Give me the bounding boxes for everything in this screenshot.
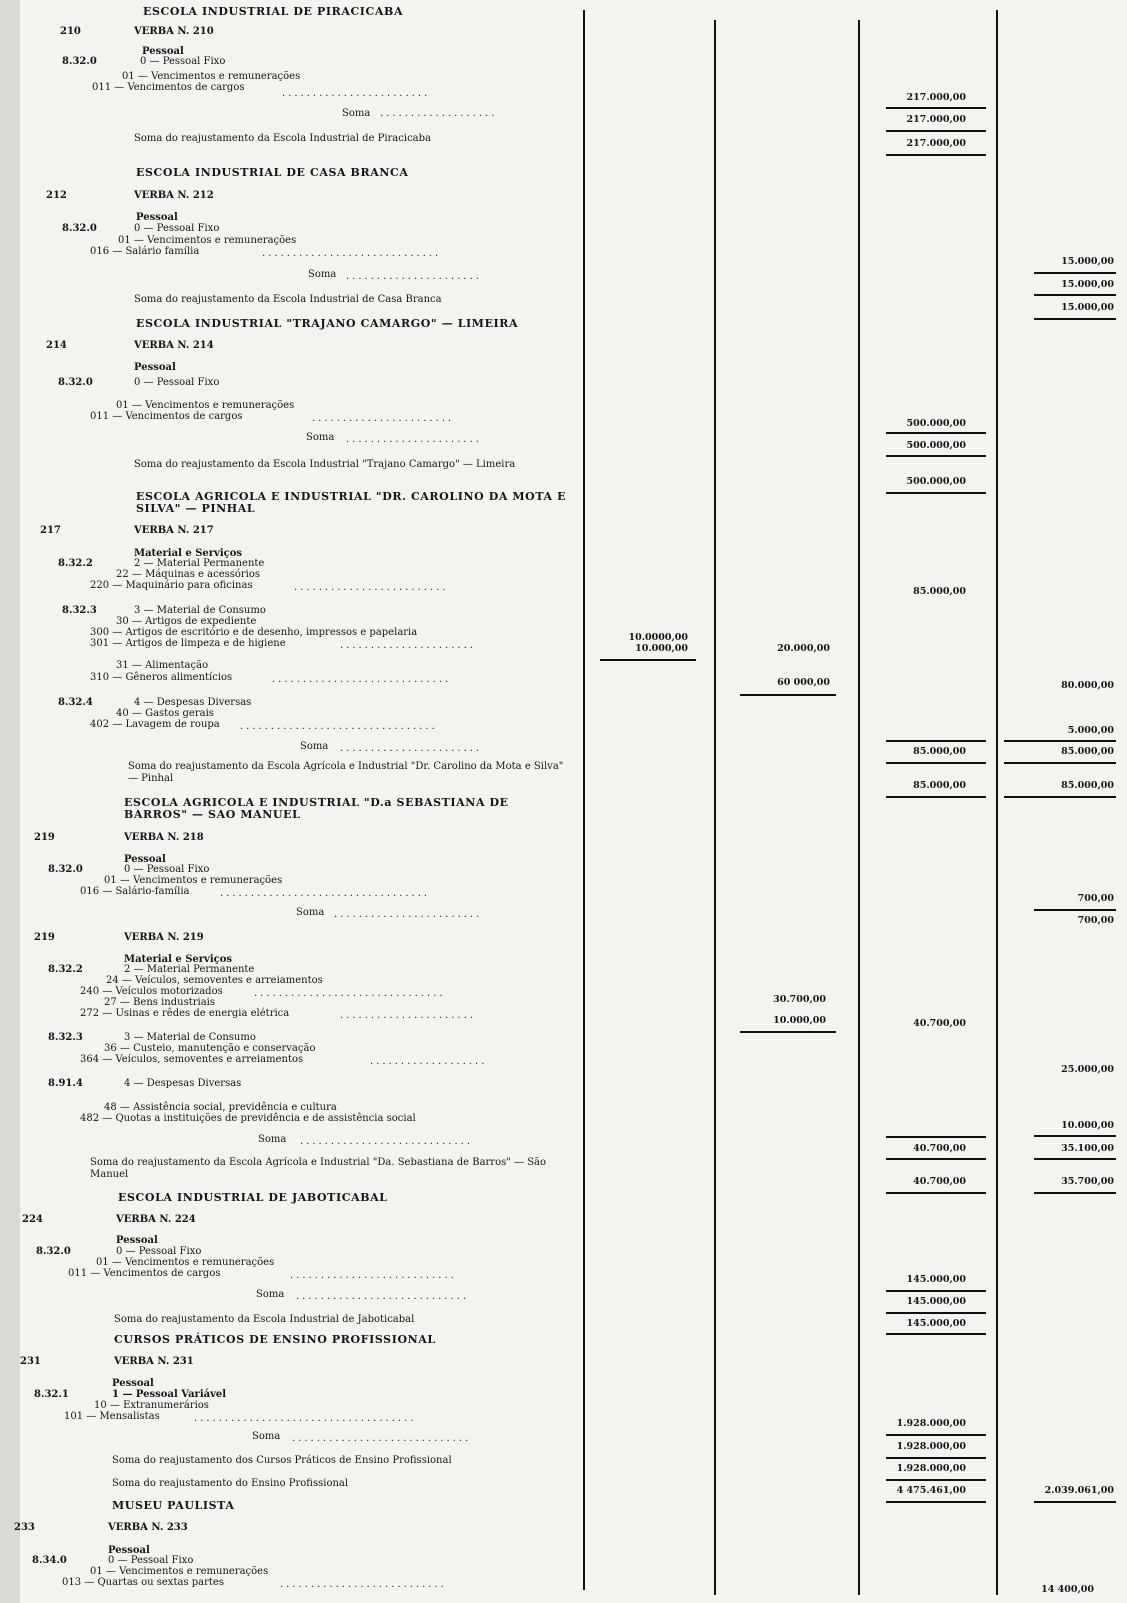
underline xyxy=(886,1136,986,1138)
line-label: 0 — Pessoal Fixo xyxy=(140,56,226,67)
section-title: ESCOLA AGRICOLA E INDUSTRIAL "D.a SEBASTIANA DE BARROS" — SAO MANUEL xyxy=(124,796,509,821)
line-label: 01 — Vencimentos e remunerações xyxy=(116,400,295,411)
line-label: 240 — Veículos motorizados xyxy=(80,986,223,997)
verba-number: 224 xyxy=(22,1214,43,1225)
amount: 85.000,00 xyxy=(913,746,966,757)
amount: 217.000,00 xyxy=(906,138,966,149)
verba-number: 233 xyxy=(14,1522,35,1533)
line-label: Pessoal xyxy=(136,212,178,223)
amount: 85.000,00 xyxy=(913,586,966,597)
line-label: Pessoal xyxy=(124,854,166,865)
classification-code: 8.32.0 xyxy=(62,223,97,234)
line-label: 011 — Vencimentos de cargos xyxy=(90,411,243,422)
amount: 85.000,00 xyxy=(1061,746,1114,757)
soma-label: Soma xyxy=(300,741,329,752)
soma-label: Soma xyxy=(342,108,371,119)
line-label: 27 — Bens industriais xyxy=(104,997,216,1008)
leader-dots: ...................... xyxy=(340,1010,476,1021)
line-label: 0 — Pessoal Fixo xyxy=(134,223,220,234)
leader-dots: .................................... xyxy=(194,1413,417,1424)
amount: 2.039.061,00 xyxy=(1044,1485,1114,1496)
underline xyxy=(1034,1192,1116,1194)
amount: 10.000,00 xyxy=(773,1015,826,1026)
line-label: 4 — Despesas Diversas xyxy=(134,697,252,708)
line-label: 220 — Maquinário para oficinas xyxy=(90,580,253,591)
underline xyxy=(886,130,986,132)
amount: 145.000,00 xyxy=(906,1274,966,1285)
line-label: 016 — Salário-família xyxy=(80,886,190,897)
classification-code: 8.32.0 xyxy=(58,377,93,388)
underline xyxy=(886,1457,986,1459)
line-label: 2 — Material Permanente xyxy=(124,964,255,975)
amount: 700,00 xyxy=(1077,893,1114,904)
reajustamento-label: Soma do reajustamento da Escola Industrial de Jaboticabal xyxy=(114,1314,415,1325)
amount: 25.000,00 xyxy=(1061,1064,1114,1075)
leader-dots: ............................. xyxy=(262,248,442,259)
section-title: ESCOLA INDUSTRIAL "TRAJANO CAMARGO" — LIMEIRA xyxy=(136,317,519,330)
line-label: 0 — Pessoal Fixo xyxy=(108,1555,194,1566)
verba-number: 212 xyxy=(46,190,67,201)
leader-dots: ...................... xyxy=(346,271,482,282)
underline xyxy=(1004,740,1116,742)
line-label: 01 — Vencimentos e remunerações xyxy=(122,71,301,82)
reajustamento-label: Soma do reajustamento da Escola Industrial de Piracicaba xyxy=(134,133,431,144)
line-label: Pessoal xyxy=(116,1235,158,1246)
classification-code: 8.32.0 xyxy=(36,1246,71,1257)
amount: 15.000,00 xyxy=(1061,279,1114,290)
section-title: ESCOLA INDUSTRIAL DE PIRACICABA xyxy=(143,5,404,18)
underline xyxy=(886,1501,986,1503)
underline xyxy=(886,1434,986,1436)
line-label: 01 — Vencimentos e remunerações xyxy=(90,1566,269,1577)
line-label: 3 — Material de Consumo xyxy=(134,605,266,616)
line-label: 36 — Custeio, manutenção e conservação xyxy=(104,1043,316,1054)
amount: 85.000,00 xyxy=(913,780,966,791)
leader-dots: ....................... xyxy=(312,413,455,424)
leader-dots: ...................... xyxy=(340,640,476,651)
underline xyxy=(740,694,836,696)
soma-label: Soma xyxy=(252,1431,281,1442)
amount: 35.100,00 xyxy=(1061,1143,1114,1154)
line-label: 101 — Mensalistas xyxy=(64,1411,160,1422)
classification-code: 8.32.2 xyxy=(58,558,93,569)
amount: 15.000,00 xyxy=(1061,256,1114,267)
line-label: 016 — Salário família xyxy=(90,246,200,257)
leader-dots: ............................... xyxy=(254,988,446,999)
underline xyxy=(1004,762,1116,764)
verba-number: 214 xyxy=(46,340,67,351)
line-label: 0 — Pessoal Fixo xyxy=(134,377,220,388)
reajustamento-label: Soma do reajustamento dos Cursos Práticos de Ensino Profissional xyxy=(112,1455,452,1466)
underline xyxy=(886,762,986,764)
soma-label: Soma xyxy=(296,907,325,918)
leader-dots: ............................ xyxy=(296,1291,470,1302)
line-label: 01 — Vencimentos e remunerações xyxy=(96,1257,275,1268)
verba-heading: VERBA N. 212 xyxy=(134,190,214,201)
line-label: 300 — Artigos de escritório e de desenho, impressos e papelaria xyxy=(90,627,418,638)
line-label: 1 — Pessoal Variável xyxy=(112,1389,227,1400)
leader-dots: ............................. xyxy=(292,1433,472,1444)
leader-dots: ........................... xyxy=(290,1270,457,1281)
underline xyxy=(886,154,986,156)
line-label: Material e Serviços xyxy=(134,548,243,559)
line-label: 272 — Usinas e rêdes de energia elétrica xyxy=(80,1008,290,1019)
line-label: 301 — Artigos de limpeza e de higiene xyxy=(90,638,286,649)
line-label: 24 — Veículos, semoventes e arreiamentos xyxy=(106,975,323,986)
classification-code: 8.91.4 xyxy=(48,1078,83,1089)
line-label: 402 — Lavagem de roupa xyxy=(90,719,220,730)
amount: 10.000,00 xyxy=(1061,1120,1114,1131)
amount: 217.000,00 xyxy=(906,92,966,103)
leader-dots: .................................. xyxy=(220,888,431,899)
reajustamento-label: Soma do reajustamento da Escola Agrícola e Industrial "Dr. Carolino da Mota e Silva" — Pinhal xyxy=(128,761,564,784)
soma-label: Soma xyxy=(306,432,335,443)
underline xyxy=(886,1479,986,1481)
section-title: ESCOLA INDUSTRIAL DE CASA BRANCA xyxy=(136,166,409,179)
column-rule xyxy=(858,20,860,1595)
underline xyxy=(1004,796,1116,798)
line-label: Pessoal xyxy=(134,362,176,373)
underline xyxy=(886,1312,986,1314)
verba-heading: VERBA N. 210 xyxy=(134,26,214,37)
line-label: 364 — Veículos, semoventes e arreiamentos xyxy=(80,1054,304,1065)
verba-heading: VERBA N. 231 xyxy=(114,1356,194,1367)
verba-heading: VERBA N. 218 xyxy=(124,832,204,843)
classification-code: 8.32.0 xyxy=(48,864,83,875)
classification-code: 8.32.2 xyxy=(48,964,83,975)
classification-code: 8.34.0 xyxy=(32,1555,67,1566)
line-label: 482 — Quotas a instituições de previdência e de assistência social xyxy=(80,1113,416,1124)
line-label: 310 — Gêneros alimentícios xyxy=(90,672,233,683)
leader-dots: ............................. xyxy=(272,674,452,685)
section-title: ESCOLA INDUSTRIAL DE JABOTICABAL xyxy=(118,1191,388,1204)
line-label: 0 — Pessoal Fixo xyxy=(124,864,210,875)
classification-code: 8.32.1 xyxy=(34,1389,69,1400)
underline xyxy=(740,1031,836,1033)
amount: 60 000,00 xyxy=(777,677,830,688)
amount: 15.000,00 xyxy=(1061,302,1114,313)
leader-dots: ................... xyxy=(370,1056,488,1067)
underline xyxy=(1034,294,1116,296)
amount: 145.000,00 xyxy=(906,1318,966,1329)
soma-label: Soma xyxy=(308,269,337,280)
verba-heading: VERBA N. 214 xyxy=(134,340,214,351)
column-rule xyxy=(714,20,716,1595)
line-label: Pessoal xyxy=(112,1378,154,1389)
verba-number: 210 xyxy=(60,26,81,37)
amount: 1.928.000,00 xyxy=(896,1463,966,1474)
underline xyxy=(1034,318,1116,320)
reajustamento-total-label: Soma do reajustamento do Ensino Profissional xyxy=(112,1478,349,1489)
verba-heading: VERBA N. 233 xyxy=(108,1522,188,1533)
leader-dots: ........................ xyxy=(334,909,483,920)
amount: 14 400,00 xyxy=(1041,1584,1094,1595)
line-label: 013 — Quartas ou sextas partes xyxy=(62,1577,224,1588)
line-label: Pessoal xyxy=(108,1545,150,1556)
leader-dots: ........................... xyxy=(280,1579,447,1590)
line-label: 4 — Despesas Diversas xyxy=(124,1078,242,1089)
underline xyxy=(886,432,986,434)
leader-dots: ...................... xyxy=(346,434,482,445)
underline xyxy=(886,1192,986,1194)
underline xyxy=(1034,1501,1116,1503)
amount: 80.000,00 xyxy=(1061,680,1114,691)
line-label: 011 — Vencimentos de cargos xyxy=(68,1268,221,1279)
classification-code: 8.32.3 xyxy=(48,1032,83,1043)
leader-dots: ............................ xyxy=(300,1136,474,1147)
line-label: 01 — Vencimentos e remunerações xyxy=(104,875,283,886)
underline xyxy=(886,740,986,742)
line-label: 30 — Artigos de expediente xyxy=(116,616,257,627)
amount: 35.700,00 xyxy=(1061,1176,1114,1187)
amount: 10.0000,00 xyxy=(628,632,688,643)
amount: 700,00 xyxy=(1077,915,1114,926)
amount: 217.000,00 xyxy=(906,114,966,125)
amount: 85.000,00 xyxy=(1061,780,1114,791)
verba-number: 219 xyxy=(34,832,55,843)
line-label: Pessoal xyxy=(142,46,184,57)
line-label: 2 — Material Permanente xyxy=(134,558,265,569)
verba-heading: VERBA N. 217 xyxy=(134,525,214,536)
column-rule xyxy=(583,10,585,1590)
section-title: ESCOLA AGRICOLA E INDUSTRIAL "DR. CAROLINO DA MOTA E SILVA" — PINHAL xyxy=(136,490,567,515)
leader-dots: ........................ xyxy=(282,88,431,99)
underline xyxy=(886,1290,986,1292)
verba-heading: VERBA N. 224 xyxy=(116,1214,196,1225)
amount: 1.928.000,00 xyxy=(896,1441,966,1452)
amount: 500.000,00 xyxy=(906,418,966,429)
amount: 40.700,00 xyxy=(913,1143,966,1154)
soma-label: Soma xyxy=(256,1289,285,1300)
reajustamento-label: Soma do reajustamento da Escola Agrícola e Industrial "Da. Sebastiana de Barros" — São Manuel xyxy=(90,1157,547,1180)
underline xyxy=(600,659,696,661)
leader-dots: ....................... xyxy=(340,743,483,754)
amount: 20.000,00 xyxy=(777,643,830,654)
underline xyxy=(886,796,986,798)
underline xyxy=(886,1333,986,1335)
amount: 500.000,00 xyxy=(906,440,966,451)
line-label: 40 — Gastos gerais xyxy=(116,708,214,719)
line-label: 01 — Vencimentos e remunerações xyxy=(118,235,297,246)
line-label: Material e Serviços xyxy=(124,954,233,965)
amount: 500.000,00 xyxy=(906,476,966,487)
verba-heading: VERBA N. 219 xyxy=(124,932,204,943)
verba-number: 217 xyxy=(40,525,61,536)
amount: 40.700,00 xyxy=(913,1018,966,1029)
classification-code: 8.32.0 xyxy=(62,56,97,67)
underline xyxy=(886,492,986,494)
soma-label: Soma xyxy=(258,1134,287,1145)
line-label: 0 — Pessoal Fixo xyxy=(116,1246,202,1257)
column-rule xyxy=(996,10,998,1595)
verba-number: 231 xyxy=(20,1356,41,1367)
line-label: 48 — Assistência social, previdência e cultura xyxy=(104,1102,337,1113)
amount: 145.000,00 xyxy=(906,1296,966,1307)
reajustamento-label: Soma do reajustamento da Escola Industrial "Trajano Camargo" — Limeira xyxy=(134,459,516,470)
scan-margin xyxy=(0,0,20,1603)
line-label: 011 — Vencimentos de cargos xyxy=(92,82,245,93)
verba-number: 219 xyxy=(34,932,55,943)
amount: 5.000,00 xyxy=(1067,725,1114,736)
underline xyxy=(1034,909,1116,911)
line-label: 10 — Extranumerários xyxy=(94,1400,209,1411)
classification-code: 8.32.4 xyxy=(58,697,93,708)
reajustamento-label: Soma do reajustamento da Escola Industrial de Casa Branca xyxy=(134,294,442,305)
leader-dots: ................................ xyxy=(240,721,438,732)
amount: 1.928.000,00 xyxy=(896,1418,966,1429)
leader-dots: ......................... xyxy=(294,582,449,593)
underline xyxy=(1034,1135,1116,1137)
underline xyxy=(886,1158,986,1160)
amount: 4 475.461,00 xyxy=(896,1485,966,1496)
underline xyxy=(886,107,986,109)
underline xyxy=(1034,272,1116,274)
underline xyxy=(1034,1158,1116,1160)
line-label: 22 — Máquinas e acessórios xyxy=(116,569,261,580)
amount: 10.000,00 xyxy=(635,643,688,654)
section-title: MUSEU PAULISTA xyxy=(112,1499,235,1512)
section-title: CURSOS PRÁTICOS DE ENSINO PROFISSIONAL xyxy=(114,1333,436,1346)
amount: 30.700,00 xyxy=(773,994,826,1005)
leader-dots: ................... xyxy=(380,108,498,119)
line-label: 31 — Alimentação xyxy=(116,660,209,671)
underline xyxy=(886,455,986,457)
classification-code: 8.32.3 xyxy=(62,605,97,616)
amount: 40.700,00 xyxy=(913,1176,966,1187)
line-label: 3 — Material de Consumo xyxy=(124,1032,256,1043)
